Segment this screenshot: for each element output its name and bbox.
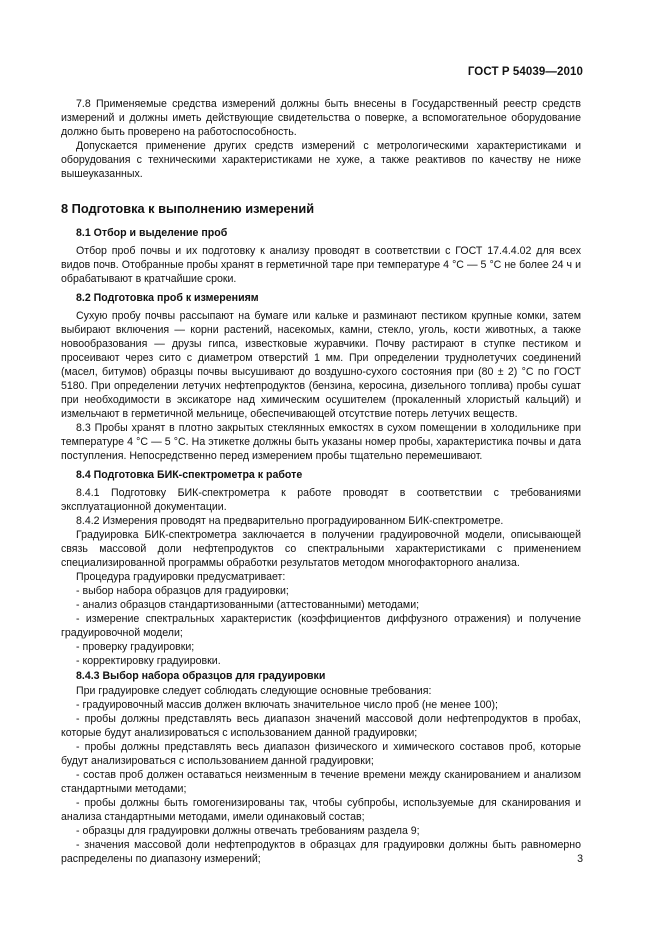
paragraph-procedure: Процедура градуировки предусматривает:: [76, 571, 286, 583]
list-item: - пробы должны представлять весь диапазон значений массовой доли нефтепродуктов в пробах, которые будут анализироваться с использованием данной градуировки;: [61, 713, 581, 739]
paragraph-calibration: Градуировка БИК-спектрометра заключается в получении градуировочной модели, описывающей связь массовой доли нефтепродуктов со спектральными характеристиками с применением специализированной программы обработки результатов методом многофакторного анализа.: [61, 529, 581, 569]
paragraph-7-8: 7.8 Применяемые средства измерений должны быть внесены в Государственный реестр средств измерений и должны иметь действующие свидетельства о поверке, а вспомогательное оборудование должно быть проверено на работоспособность.: [61, 98, 581, 138]
subsection-8-4-title: 8.4 Подготовка БИК-спектрометра к работе: [76, 469, 303, 481]
list-item: - измерение спектральных характеристик (коэффициентов диффузного отражения) и получение градуировочной модели;: [61, 613, 581, 639]
paragraph-7-8-b: Допускается применение других средств измерений с метрологическими характеристиками и оборудования с техническими характеристиками не хуже, а также реактивов по качеству не ниже вышеуказанных.: [61, 140, 581, 180]
paragraph-8-4-2: 8.4.2 Измерения проводят на предварительно проградуированном БИК-спектрометре.: [76, 515, 504, 527]
paragraph-8-2: Сухую пробу почвы рассыпают на бумаге или кальке и разминают пестиком крупные комки, затем выбирают включения — корни растений, насекомых, камни, стекло, уголь, кости животных, а также новообразования — друзы гипса, известковые журавчики. Почву растирают в ступке пестиком и просеивают через сито с диаметром отверстий 1 мм. При определении труднолетучих соединений (масел, битумов) образцы почвы высушивают до воздушно-сухого состояния при (80 ± 2) °С по ГОСТ 5180. При определении летучих нефтепродуктов (бензина, керосина, дизельного топлива) пробы сушат при необходимости в эксикаторе над химическим осушителем (прокаленный хлористый кальций) и измельчают в герметичной мельнице, обеспечивающей отсутствие потерь летучих веществ.: [61, 310, 581, 420]
list-item: - анализ образцов стандартизованными (аттестованными) методами;: [76, 599, 420, 611]
list-item: - корректировку градуировки.: [76, 655, 221, 667]
paragraph-8-4-1: 8.4.1 Подготовку БИК-спектрометра к работе проводят в соответствии с требованиями эксплуатационной документации.: [61, 487, 581, 513]
list-item: - значения массовой доли нефтепродуктов в образцах для градуировки должны быть равномерно распределены по диапазону измерений;: [61, 839, 581, 865]
list-item: - градуировочный массив должен включать значительное число проб (не менее 100);: [76, 699, 498, 711]
document-body: [61, 97, 581, 866]
list-item: - состав проб должен оставаться неизменным в течение времени между сканированием и анализом стандартными методами;: [61, 769, 581, 795]
subsection-8-2-title: 8.2 Подготовка проб к измерениям: [76, 292, 259, 304]
list-item: - образцы для градуировки должны отвечать требованиям раздела 9;: [76, 825, 420, 837]
list-item: - пробы должны быть гомогенизированы так, чтобы субпробы, используемые для сканирования и анализа стандартными методами, имели одинаковый состав;: [61, 797, 581, 823]
paragraph-8-3: 8.3 Пробы хранят в плотно закрытых стеклянных емкостях в сухом помещении в холодильнике при температуре 4 °С — 5 °С. На этикетке должны быть указаны номер пробы, характеристика почвы и дата поступления. Непосредственно перед измерением пробы тщательно перемешивают.: [61, 422, 581, 462]
subsection-8-1-title: 8.1 Отбор и выделение проб: [76, 227, 228, 239]
list-item: - выбор набора образцов для градуировки;: [76, 585, 289, 597]
paragraph-requirements: При градуировке следует соблюдать следующие основные требования:: [76, 685, 432, 697]
list-item: - пробы должны представлять весь диапазон физического и химического составов проб, которые будут анализироваться с использованием данной градуировки;: [61, 741, 581, 767]
standard-code: ГОСТ Р 54039—2010: [467, 66, 583, 78]
page-number: 3: [577, 853, 583, 865]
paragraph-8-1: Отбор проб почвы и их подготовку к анализу проводят в соответствии с ГОСТ 17.4.4.02 для всех видов почв. Отобранные пробы хранят в герметичной таре при температуре 4 °С — 5 °С не более 24 ч и обрабатывают в кратчайшие сроки.: [61, 245, 581, 285]
section-8-title: 8 Подготовка к выполнению измерений: [61, 201, 315, 216]
subsection-8-4-3-title: 8.4.3 Выбор набора образцов для градуировки: [76, 670, 326, 682]
list-item: - проверку градуировки;: [76, 641, 195, 653]
